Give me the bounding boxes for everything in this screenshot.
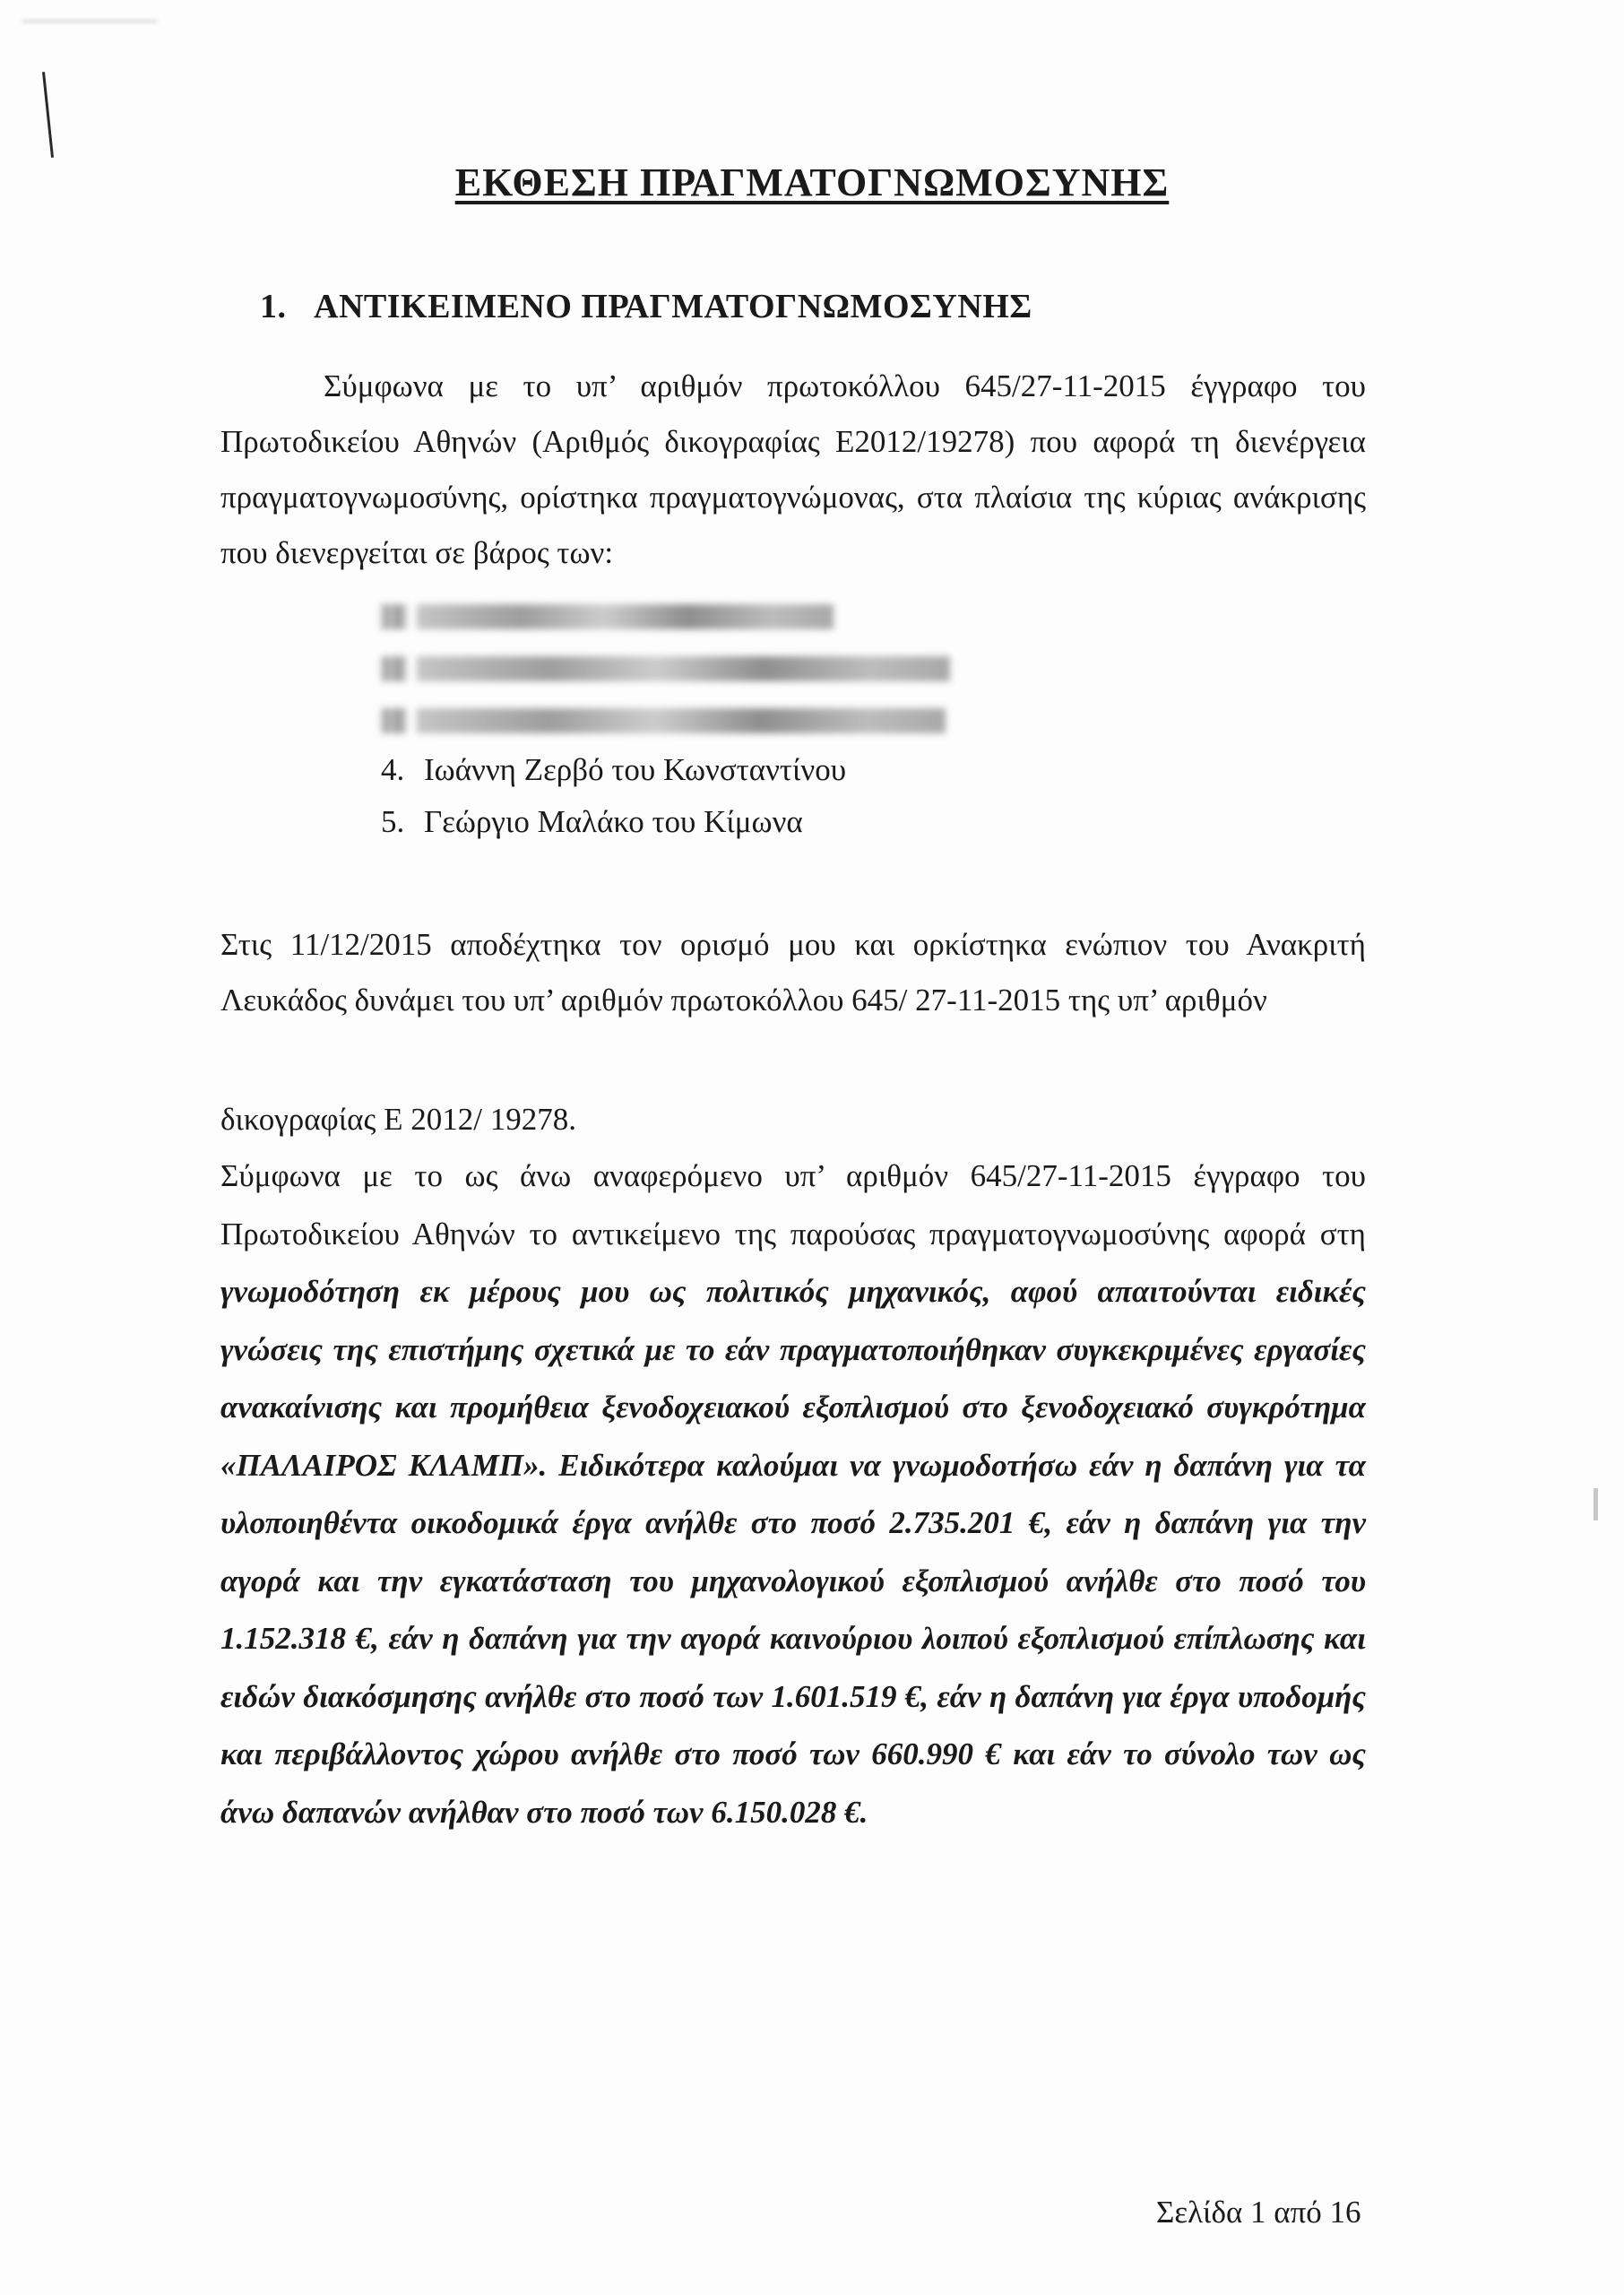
redacted-list-item (381, 640, 961, 692)
section-heading (260, 287, 1032, 326)
paragraph-case-number: δικογραφίας Ε 2012/ 19278. (220, 1102, 576, 1137)
paragraph-subject (220, 1148, 1366, 1841)
defendants-list (381, 588, 961, 848)
list-item-text: Ιωάννη Ζερβό του Κωνσταντίνου (424, 752, 847, 787)
redacted-list-item (381, 692, 961, 744)
paragraph-intro: Σύμφωνα με το υπ’ αριθμόν πρωτοκόλλου 645/27-11-2015 έγγραφο του Πρωτοδικείου Αθηνών (Αριθμός δικογραφίας Ε2012/19278) που αφορά τη διενέργεια πραγματογνωμοσύνης, ορίστηκα πραγματογνώμονας, στα πλαίσια της κύριας ανάκρισης που διενεργείται σε βάρος των: (220, 368, 1366, 570)
scan-mark (42, 72, 54, 158)
redacted-name (417, 656, 950, 681)
scan-smudge (22, 20, 157, 22)
redacted-name (417, 604, 834, 629)
scan-mark (1594, 1488, 1598, 1520)
paragraph-subject-lead: Σύμφωνα με το ως άνω αναφερόμενο υπ’ αριθμόν 645/27-11-2015 έγγραφο του Πρωτοδικείου Αθηνών το αντικείμενο της παρούσας πραγματογνωμοσύνης αφορά στη (220, 1158, 1366, 1251)
redacted-number (381, 656, 406, 681)
page-number: Σελίδα 1 από 16 (1156, 2195, 1361, 2230)
list-item-number: 5. (381, 804, 405, 839)
list-item (381, 744, 961, 796)
redacted-number (381, 708, 406, 733)
section-heading-text: ΑΝΤΙΚΕΙΜΕΝΟ ΠΡΑΓΜΑΤΟΓΝΩΜΟΣΥΝΗΣ (314, 288, 1032, 325)
redacted-list-item (381, 588, 961, 640)
list-item-number: 4. (381, 752, 405, 787)
paragraph-acceptance: Στις 11/12/2015 αποδέχτηκα τον ορισμό μου και ορκίστηκα ενώπιον του Ανακριτή Λευκάδος δυνάμει του υπ’ αριθμόν πρωτοκόλλου 645/ 27-11-2015 της υπ’ αριθμόν (220, 927, 1366, 1018)
list-item-text: Γεώργιο Μαλάκο του Κίμωνα (424, 804, 803, 839)
document-title: ΕΚΘΕΣΗ ΠΡΑΓΜΑΤΟΓΝΩΜΟΣΥΝΗΣ (454, 160, 1170, 204)
redacted-number (381, 604, 406, 629)
list-item (381, 796, 961, 848)
paragraph-subject-emphasis: γνωμοδότηση εκ μέρους μου ως πολιτικός μηχανικός, αφού απαιτούνται ειδικές γνώσεις της επιστήμης σχετικά με το εάν πραγματοποιήθηκαν συγκεκριμένες εργασίες ανακαίνισης και προμήθεια ξενοδοχειακού εξοπλισμού στο ξενοδοχειακό συγκρότημα «ΠΑΛΑΙΡΟΣ ΚΛΑΜΠ». Ειδικότερα καλούμαι να γνωμοδοτήσω εάν η δαπάνη για τα υλοποιηθέντα οικοδομικά έργα ανήλθε στο ποσό 2.735.201 €, εάν η δαπάνη για την αγορά και την εγκατάσταση του μηχανολογικού εξοπλισμού ανήλθε στο ποσό του 1.152.318 €, εάν η δαπάνη για την αγορά καινούριου λοιπού εξοπλισμού επίπλωσης και ειδών διακόσμησης ανήλθε στο ποσό των 1.601.519 €, εάν η δαπάνη για έργα υποδομής και περιβάλλοντος χώρου ανήλθε στο ποσό των 660.990 € και εάν το σύνολο των ως άνω δαπανών ανήλθαν στο ποσό των 6.150.028 €. (220, 1274, 1366, 1830)
redacted-name (417, 708, 946, 733)
section-number: 1. (260, 288, 287, 325)
